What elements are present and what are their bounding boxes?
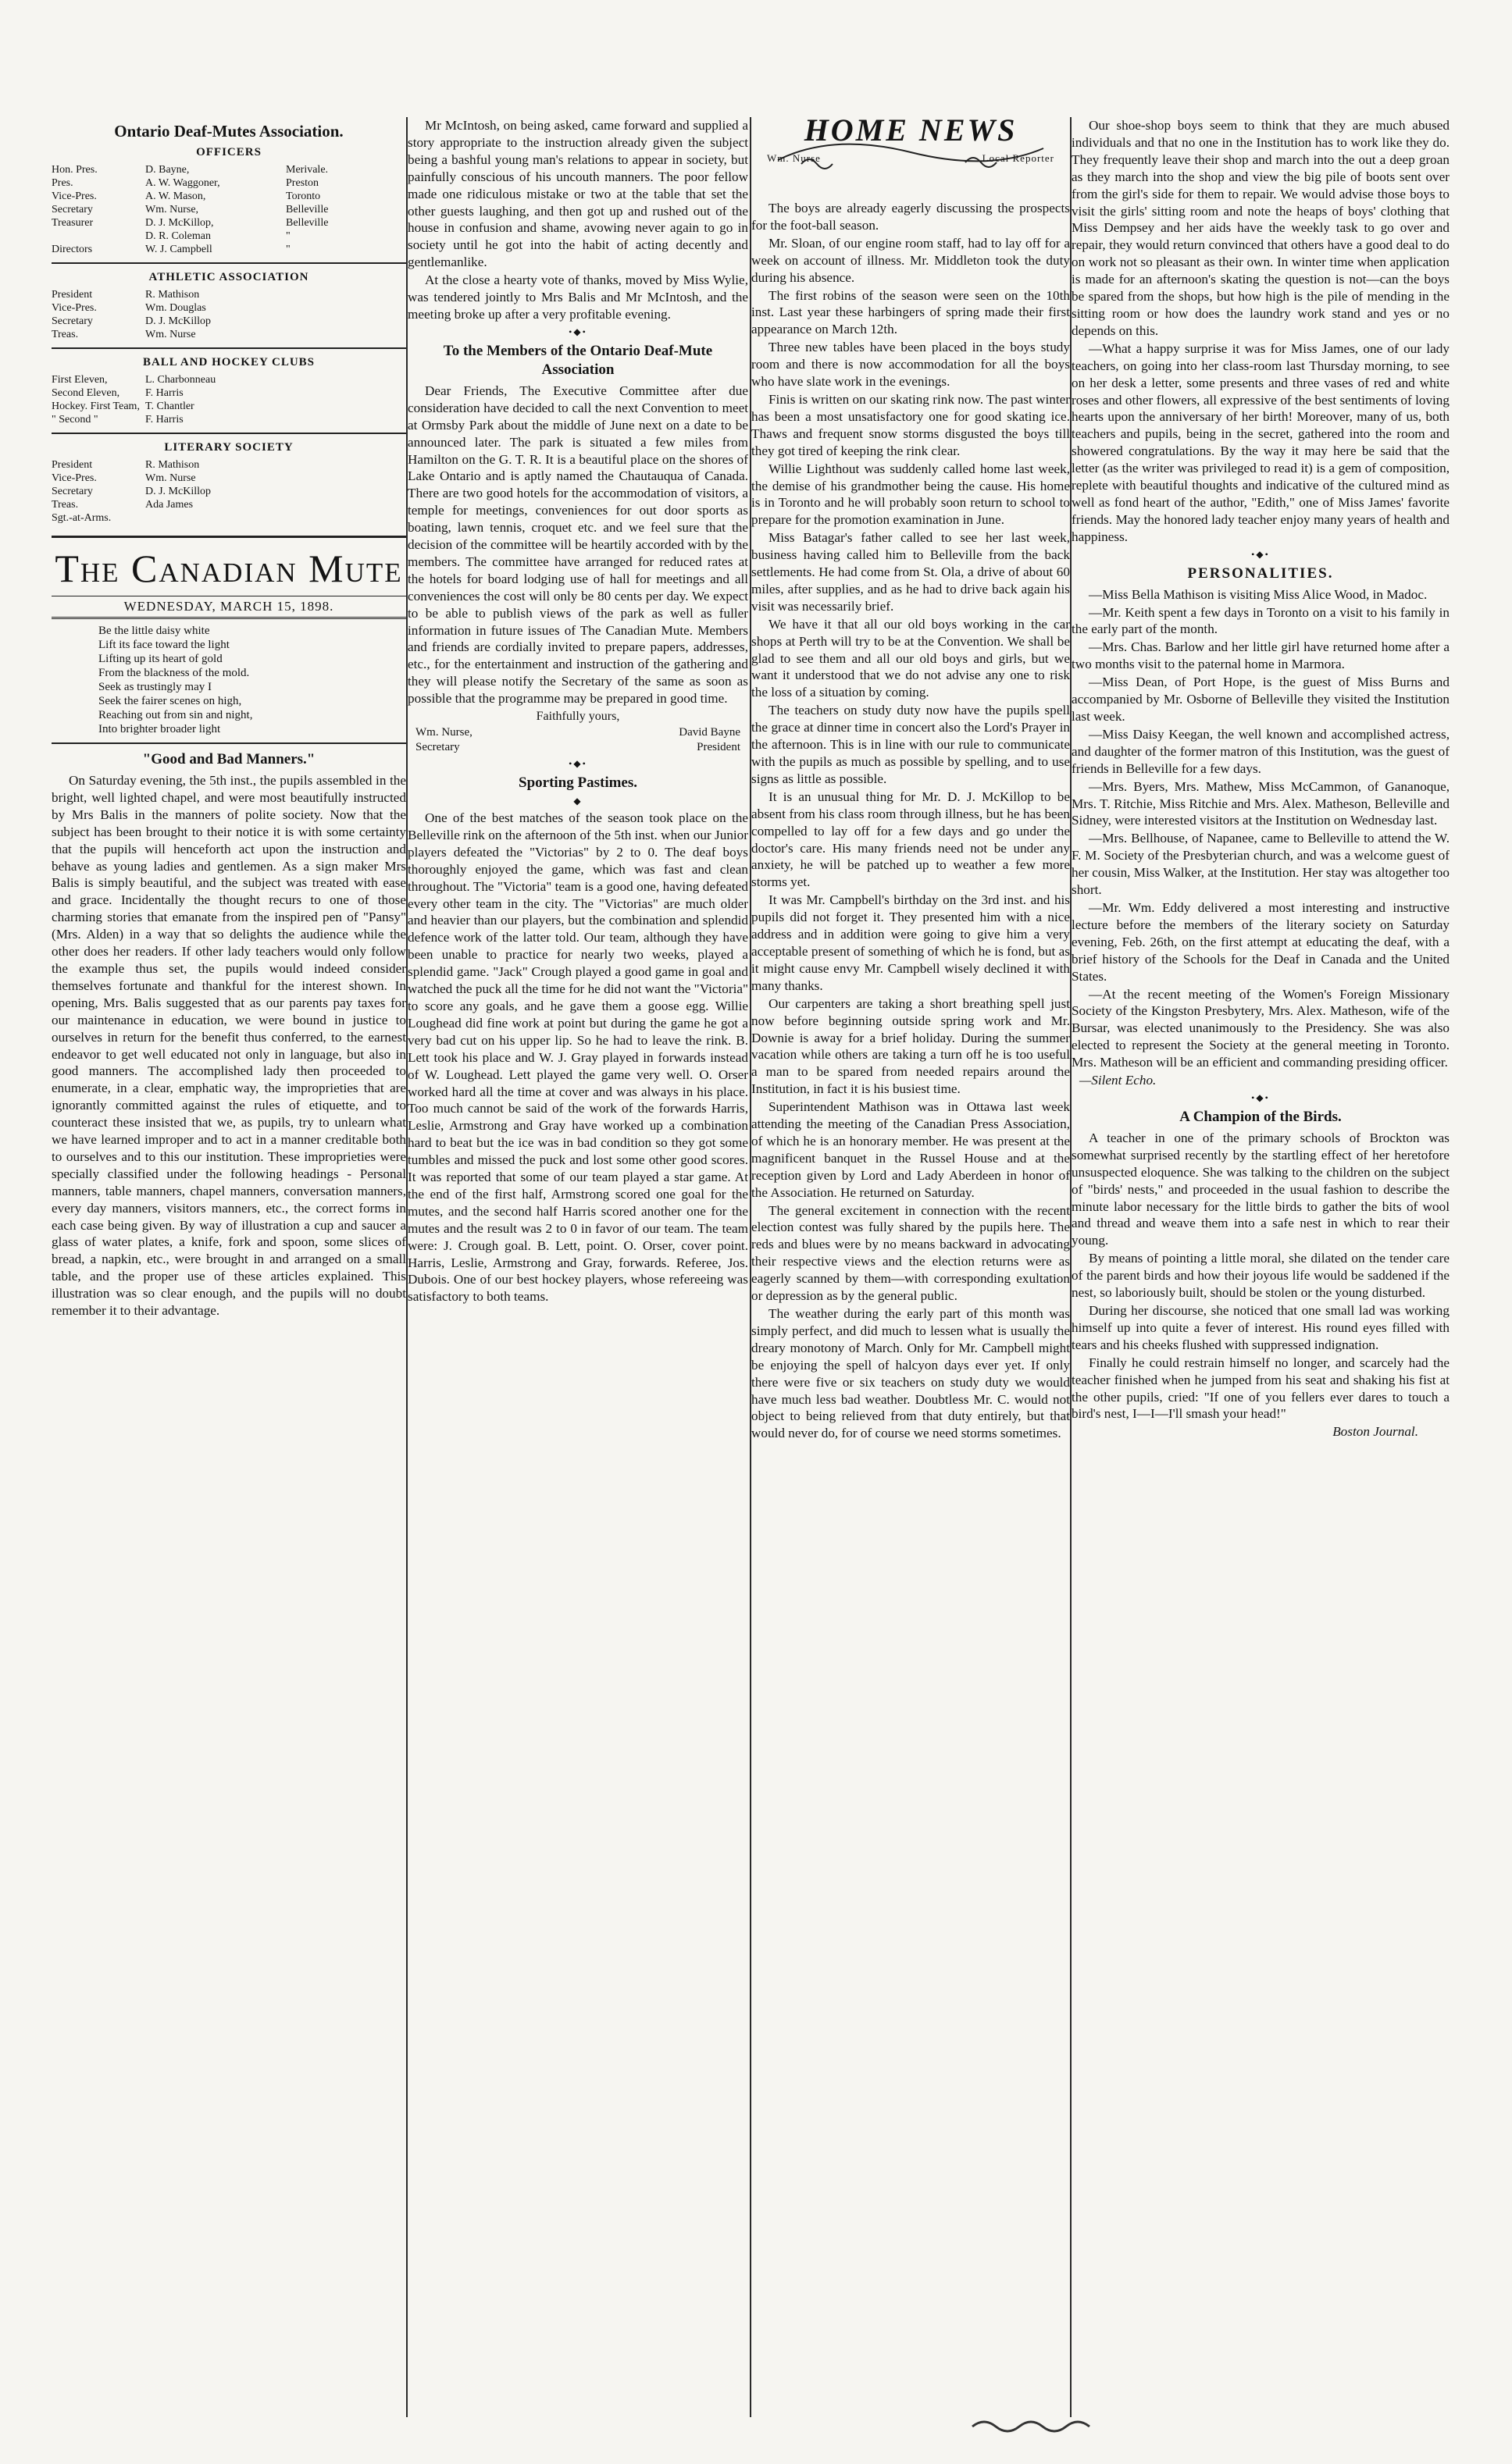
officer-name: D. J. McKillop [145, 486, 211, 497]
home-news-title: HOME NEWS [804, 117, 1018, 148]
officer-name: F. Harris [145, 414, 184, 426]
paragraph: Willie Lighthout was suddenly called home last week, the demise of his grandmother being the cause. His home is in Toronto and he will probably soon return to school to prepare for the promotion examination in June. [751, 461, 1070, 528]
officers-list [52, 163, 406, 256]
officer-place: Toronto [286, 190, 321, 202]
column-1 [52, 117, 406, 2417]
officer-name: Wm. Nurse [145, 329, 196, 340]
literary-list [52, 458, 406, 525]
manners-body [52, 772, 406, 1319]
officer-row [52, 400, 406, 413]
officer-row [52, 176, 406, 190]
officer-place: Belleville [286, 217, 329, 229]
signature-secretary-name: Wm. Nurse, [415, 726, 472, 739]
officer-place: Belleville [286, 204, 329, 215]
separator: ◆ [573, 796, 583, 806]
poem-line: Lifting up its heart of gold [98, 653, 223, 665]
divider [52, 262, 406, 264]
paragraph: The weather during the early part of this month was simply perfect, and did much to lessen what is usually the dreary monotony of March. Only for Mr. Campbell might be enjoying the spell of halcyon days ever yet. If only there were five or six teachers on study duty we would have much less bad weather. Doubtless Mr. C. would not object to being relieved from that duty entirely, but that would never do, for of course we need storms sometimes. [751, 1306, 1070, 1441]
paragraph: During her discourse, she noticed that one small lad was working himself up into quite a fever of interest. His round eyes filled with tears and his cheeks flushed with suppressed indignation. [1072, 1303, 1450, 1352]
officer-row [52, 328, 406, 341]
clubs-heading: BALL AND HOCKEY CLUBS [142, 356, 316, 369]
paragraph: It is an unusual thing for Mr. D. J. McKillop to be absent from his class room through illness, but he has been compelled to lay off for a few days and go under the doctor's care. His many friends need not be under any anxiety, he will be patched up to weather a few more storms yet. [751, 789, 1070, 890]
paragraph: —Mr. Wm. Eddy delivered a most interesting and instructive lecture before the members of the literary society on Saturday evening, Feb. 26th, on the first attempt at educating the deaf, with a brief history of the Schools for the Deaf in Canada and the United States. [1072, 899, 1450, 984]
officer-place: " [286, 230, 291, 242]
paragraph: The teachers on study duty now have the pupils spell the grace at dinner time in concert also the Lord's Prayer in the afternoon. This is in line with our rule to communicate with the pupils as much as possible by spelling, and to use signs as little as possible. [751, 703, 1070, 786]
manners-continued [408, 117, 748, 323]
separator: •◆• [1251, 1091, 1270, 1103]
personalities-body [1072, 586, 1450, 1071]
paragraph: Finally he could restrain himself no longer, and scarcely had the teacher finished when he jumped from his seat and shaking his fist at the other pupils, cried: "If one of you fellers ever dares to touch a bird's nest, I—I—I'll smash your head!" [1072, 1355, 1450, 1422]
separator: •◆• [569, 326, 587, 337]
officer-name: R. Mathison [145, 289, 200, 301]
home-news-banner [751, 117, 1070, 195]
officer-row [52, 485, 406, 498]
poem-line: Seek as trustingly may I [98, 681, 212, 693]
officer-name: D. J. McKillop [145, 315, 211, 327]
divider [52, 433, 406, 434]
home-news-reporter: Local Reporter [982, 151, 1054, 164]
officer-role: Sgt.-at-Arms. [52, 512, 112, 524]
officer-name: Wm. Nurse [145, 472, 196, 484]
officer-row [52, 288, 406, 301]
officer-role: Secretary [52, 315, 93, 327]
paragraph: At the close a hearty vote of thanks, moved by Miss Wylie, was tendered jointly to Mrs Balis and Mr McIntosh, and the meeting broke up after a very profitable evening. [408, 272, 748, 322]
paragraph: It was Mr. Campbell's birthday on the 3rd inst. and his pupils did not forget it. They presented him with a nice address and in addition were going to give him a very acceptable present of something of which he is fond, but as it might cause envy Mr. Campbell wisely declined it with many thanks. [751, 892, 1070, 993]
signature-secretary-role: Secretary [415, 741, 460, 753]
personalities-title: PERSONALITIES. [1187, 564, 1334, 582]
paragraph: A teacher in one of the primary schools of Brockton was somewhat surprised recently by the startling effect of her heretofore unsuspected eloquence. She was talking to the children on the subject of "birds' nests," and proceeded in the usual fashion to describe the minute labor necessary for the little birds to gather the bits of wool and thread and weave them into a safe nest in which to rear their young. [1072, 1130, 1450, 1248]
paragraph: —Miss Dean, of Port Hope, is the guest of Miss Burns and accompanied by Mr. Osborne of Belleville they visited the Institution last week. [1072, 675, 1450, 724]
officer-role: Vice-Pres. [52, 190, 97, 202]
poem-line: From the blackness of the mold. [98, 667, 250, 679]
officer-role: First Eleven, [52, 374, 108, 386]
paragraph: Dear Friends, The Executive Committee after due consideration have decided to call the next Convention to meet at Ormsby Park about the middle of June next on a date to be announced later. The park is situated a few miles from Hamilton on the G. T. R. It is a beautiful place on the shores of Lake Ontario and is aptly named the Chautauqua of Canada. There are two good hotels for the accommodation of visitors, a temple for meetings, conveniences for out door sports as boating, lawn tennis, croquet etc. and we feel sure that the decision of the committee will be heartily accorded with by the members. The committee have arranged for reduced rates at the hotels for board lodging use of hall for meetings and all conveniences the cost will only be 80 cents per day. We expect to be able to publish views of the park as well as fuller information in future issues of The Canadian Mute. Members and friends are cordially invited to prepare papers, addresses, etc., for the entertainment and instruction of the gathering and they will please notify the Secretary of the same as soon as possible that the programme may be prepared in good time. [408, 383, 748, 707]
officer-row [52, 216, 406, 230]
officer-role: " Second " [52, 414, 98, 426]
officer-row [52, 190, 406, 203]
officer-role: Directors [52, 244, 93, 255]
paragraph: —Mrs. Bellhouse, of Napanee, came to Belleville to attend the W. F. M. Society of the Presbyterian church, and was a welcome guest of her cousin, Miss Walker, at the Institution. Her stay was altogether too short. [1072, 831, 1450, 898]
officer-name: Wm. Nurse, [145, 204, 199, 215]
paragraph: Mr McIntosh, on being asked, came forward and supplied a story appropriate to the instruction already given the subject being a bashful young man's relations to appear in society, but painfully conscious of his uncouth manners. The poor fellow made one ridiculous mistake or two at the table that set the other guests laughing, and then got up and rushed out of the house in confusion and shame, avowing never again to go in society until he got into the habit of acting decently and gentlemanlike. [408, 118, 748, 270]
manners-title: "Good and Bad Manners." [142, 751, 316, 767]
poem-line: Be the little daisy white [98, 625, 210, 637]
poem-line: Into brighter broader light [98, 723, 221, 735]
signature-president-role: President [697, 741, 740, 753]
paragraph: Our carpenters are taking a short breathing spell just now before beginning outside spring work and Mr. Downie is away for a brief holiday. During the summer vacation while others are taking a turn off he is too useful a man to be spared from needed repairs around the Institution, in fact it is his busiest time. [751, 995, 1070, 1097]
officer-row [52, 386, 406, 400]
divider [52, 742, 406, 744]
officer-role: Secretary [52, 486, 93, 497]
signature-role-row [408, 740, 748, 755]
poem-line: Seek the fairer scenes on high, [98, 695, 242, 707]
paragraph: We have it that all our old boys working in the car shops at Perth will try to be at the Convention. We shall be glad to see them and all our old boys and girls, but we want it understood that we do not advise any one to risk the loss of a situation by coming. [751, 616, 1070, 700]
officer-name: T. Chantler [145, 401, 194, 412]
paragraph: —What a happy surprise it was for Miss James, one of our lady teachers, on going into her class-room last Thursday morning, to see on her desk a letter, some presents and three vases of red and white roses and other flowers, all expressive of the best sentiments of loving hearts upon the anniversary of her birth! Moreover, many of us, both teachers and pupils, being in the secret, gathered into the room and showered congratulations. By the way it may here be said that the letter (as the writer was privileged to read it) is a gem of composition, replete with beautiful thoughts and indicative of the cultured mind as well as fond heart of the author, "Edith," one of Miss James' favorite friends. May the honored lady teacher enjoy many years of health and happiness. [1072, 340, 1450, 544]
officer-role: Hon. Pres. [52, 164, 98, 176]
paragraph: —Miss Daisy Keegan, the well known and accomplished actress, and daughter of the former matron of this Institution, was the guest of friends in Belleville for a few days. [1072, 726, 1450, 776]
officer-row [52, 301, 406, 315]
clubs-list [52, 373, 406, 426]
officer-place: Preston [286, 177, 319, 189]
officer-name: Ada James [145, 499, 194, 511]
officer-role: Treas. [52, 329, 79, 340]
paragraph: —Miss Bella Mathison is visiting Miss Alice Wood, in Madoc. [1089, 586, 1428, 602]
birds-credit: Boston Journal. [1332, 1424, 1418, 1440]
officer-name: D. R. Coleman [145, 230, 211, 242]
paragraph: Our shoe-shop boys seem to think that they are much abused individuals and that no one in the Institution has to work like they do. They frequently leave their shop and march into the out a deep groan as they march into the shop and view the big pile of boots sent over from the girl's side for them to repair. We would advise those boys to visit the girls' sitting room and note the heaps of boys' clothing that Miss Dempsey and her aids have the weekly task to go over and repair, they would return convinced that others have a good deal to do on work not so pleasant as their own. In winter time when application is made for an afternoon's skating the question is not—can the boys be spared from the shops, but how high is the pile of mending in the sitting room or how does the laundry work stand and yes or no depends on this. [1072, 118, 1450, 338]
birds-body [1072, 1130, 1450, 1422]
separator: •◆• [569, 758, 587, 769]
paragraph: —Mr. Keith spent a few days in Toronto on a visit to his family in the early part of the month. [1072, 604, 1450, 637]
members-title: To the Members of the Ontario Deaf-Mute Association [443, 342, 713, 378]
sporting-title: Sporting Pastimes. [519, 774, 637, 791]
paragraph: On Saturday evening, the 5th inst., the pupils assembled in the bright, well lighted chapel, and were most beautifully instructed by Mrs Balis in the manners of polite society. Now that the subject has been brought to their notice it is with some certainty that the pupils will henceforth act upon the instruction and behave as young ladies and gentlemen. As a sign maker Mrs Balis is simply beautiful, and the subject was treated with ease and grace. Incidentally the thought recurs to one of those charming stories that emanate from the inspired pen of "Pansy" (Mrs. Alden) in a way that so delights the audience while the other does her readers. If other lady teachers would only follow the example thus set, the pupils would indeed consider themselves fortunate and thankful for the interest shown. In opening, Mrs. Balis suggested that as our parents pay taxes for our maintenance in education, we were bound in justice to ourselves in return for the benefit thus conferred, to the earnest endeavor to get well educated not only in language, but also in good manners. The accomplished lady then proceeded to enumerate, in a clear, emphatic way, the improprieties that are ignorantly committed against the rules of etiquette, and to counteract these insisted that we, as pupils, try to unlearn what we have learned improper and to act in a manner creditable both to ourselves and to this our institution. These improprieties were specially classified under the following headings - Personal manners, table manners, chapel manners, conversation manners, every day manners, visitors manners, etc., the correct forms in each case being given. By way of illustration a cup and saucer a glass of water plates, a knife, fork and spoon, some slices of bread, a napkin, etc., were brought in and arranged on a small table, and the proper use of these articles explained. This illustration was so clear enough, and the pupils will no doubt remember it to their advantage. [52, 773, 406, 1319]
poem-line: Lift its face toward the light [98, 639, 230, 651]
sporting-body [408, 810, 748, 1305]
paragraph: Finis is written on our skating rink now. The past winter has been a most unsatisfactory one for good skating ice. Thaws and frequent snow storms disgusted the boys till they got tired of keeping the rink clear. [751, 391, 1070, 458]
officer-role [52, 230, 145, 243]
officer-row [52, 163, 406, 176]
officer-name: A. W. Waggoner, [145, 177, 220, 189]
officer-name: L. Charbonneau [145, 374, 216, 386]
officer-row [52, 373, 406, 386]
officer-name: Wm. Douglas [145, 302, 206, 314]
poem-line: Reaching out from sin and night, [98, 709, 253, 721]
officer-role: Treas. [52, 499, 79, 511]
paragraph: —Mrs. Byers, Mrs. Mathew, Miss McCammon, of Gananoque, Mrs. T. Ritchie, Miss Ritchie and Mrs. Alex. Matheson, Belleville and Sidney, were interested visitors at the Institution on Wednesday last. [1072, 778, 1450, 828]
column-4 [1072, 117, 1450, 2417]
masthead-title: The Canadian Mute [52, 536, 406, 596]
association-title: Ontario Deaf-Mutes Association. [114, 122, 344, 141]
members-body [408, 383, 748, 707]
officer-name: D. J. McKillop, [145, 217, 214, 229]
officer-role: President [52, 459, 93, 471]
athletic-list [52, 288, 406, 341]
officer-name: A. W. Mason, [145, 190, 206, 202]
paragraph: Mr. Sloan, of our engine room staff, had to lay off for a week on account of illness. Mr. Middleton took the duty during his absence. [751, 235, 1070, 285]
officer-role: Second Eleven, [52, 387, 120, 399]
separator: •◆• [1251, 548, 1270, 560]
paragraph: —Mrs. Chas. Barlow and her little girl have returned home after a two months visit to the paternal home in Marmora. [1072, 639, 1450, 672]
officer-row [52, 472, 406, 485]
poem [52, 624, 406, 736]
officer-role: Hockey. First Team, [52, 401, 140, 412]
divider [52, 347, 406, 349]
officer-name [145, 511, 286, 525]
officers-heading: OFFICERS [196, 146, 262, 158]
literary-heading: LITERARY SOCIETY [164, 441, 294, 454]
column-3 [751, 117, 1070, 2417]
birds-title: A Champion of the Birds. [1179, 1108, 1342, 1125]
officer-role: Vice-Pres. [52, 472, 97, 484]
officer-name: W. J. Campbell [145, 244, 212, 255]
officer-place: " [286, 244, 291, 255]
officer-row [52, 243, 406, 256]
paragraph: The first robins of the season were seen on the 10th inst. Last year these harbingers of spring made their first appearance on March 12th. [751, 287, 1070, 337]
paragraph: The boys are already eagerly discussing the prospects for the foot-ball season. [751, 201, 1070, 233]
personalities-credit: —Silent Echo. [1079, 1073, 1157, 1088]
home-news-editor: Wm. Nurse [767, 151, 821, 164]
officer-role: Treasurer [52, 217, 94, 229]
officer-role: Pres. [52, 177, 73, 189]
paragraph: One of the best matches of the season took place on the Belleville rink on the afternoon of the 5th inst. when our Junior players defeated the "Victorias" by 2 to 0. The deaf boys thoroughly enjoyed the game, which was fast and clean throughout. The "Victoria" team is a good one, having defeated every other team in the city. The "Victorias" are much older and heavier than our players, but the combination and splendid defence work of the latter told. Our team, although they have been unable to practice for nearly two weeks, played a splendid game. "Jack" Crough played a good game in goal and watched the puck all the time for he did not want the "Victoria" to score any goals, and he gave them a goose egg. Willie Loughead did fine work at point but during the game he got a very bad cut on his upper lip. So he had to leave the rink. B. Lett took his place and W. J. Gray played in forwards instead of W. Loughead. Lett played the game very well. O. Orser worked hard all the time at cover and was always in his place. Too much cannot be said of the work of the forwards Harris, Leslie, Armstrong and Gray have worked up a combination hard to beat but the ice was in bad condition so they got some tumbles and missed the puck and lost some other good scores. It was reported that some of our team played a star game. At the end of the first half, Armstrong scored one goal for the mutes, and the second half Harris scored another one for the mutes and the result was 2 to 0 in favor of our team. The team were: J. Crough goal. B. Lett, point. O. Orser, cover point. Harris, Leslie, Armstrong and Gray, forwards. Referee, Jos. Dubois. One of our best hockey players, whose refereeing was satisfactory to both teams. [408, 810, 748, 1305]
officer-role: President [52, 289, 93, 301]
officer-name: F. Harris [145, 387, 184, 399]
home-news-body [751, 200, 1070, 1442]
officer-row [52, 230, 406, 243]
officer-row [52, 511, 406, 525]
officer-name: D. Bayne, [145, 164, 190, 176]
athletic-heading: ATHLETIC ASSOCIATION [148, 271, 309, 283]
signature-president-name: David Bayne [679, 726, 740, 739]
signature-row [408, 725, 748, 740]
home-news-bylines [751, 150, 1070, 167]
paragraph: By means of pointing a little moral, she dilated on the tender care of the parent birds and how their joyous life would be saddened if the nest, so laboriously built, should be stolen or the young disturbed. [1072, 1251, 1450, 1301]
members-closing: Faithfully yours, [536, 710, 620, 724]
paragraph: Three new tables have been placed in the boys study room and there is now accommodation for all the boys who have slate work in the evenings. [751, 340, 1070, 390]
officer-row [52, 498, 406, 511]
officer-row [52, 315, 406, 328]
officer-name: R. Mathison [145, 459, 200, 471]
paragraph: —At the recent meeting of the Women's Foreign Missionary Society of the Kingston Presbytery, Mrs. Alex. Matheson, wife of the Bursar, was elected unanimously to the Presidency. She was also elected to represent the Society at the general meeting in Toronto. Mrs. Matheson will be an efficient and commanding presiding officer. [1072, 986, 1450, 1070]
officer-row [52, 458, 406, 472]
column-2 [408, 117, 748, 2417]
officer-row [52, 203, 406, 216]
paragraph: Miss Batagar's father called to see her last week, business having called him to Belleville from the back settlements. He had come from St. Ola, a drive of about 60 miles, after supplies, and as he had to drive back again his visit was necessarily brief. [751, 530, 1070, 614]
officer-role: Vice-Pres. [52, 302, 97, 314]
officer-row [52, 413, 406, 426]
masthead-date: WEDNESDAY, MARCH 15, 1898. [52, 596, 406, 619]
paragraph: Superintendent Mathison was in Ottawa last week attending the meeting of the Canadian Press Association, of which he is an honorary member. He was present at the magnificent banquet in the Russel House and at the reception given by Lord and Lady Aberdeen in honor of the Association. He returned on Saturday. [751, 1099, 1070, 1200]
officer-role: Secretary [52, 204, 93, 215]
footer-ornament-icon [968, 2416, 1093, 2434]
officer-place: Merivale. [286, 164, 329, 176]
paragraph: The general excitement in connection with the recent election contest was fully shared by the pupils here. The reds and blues were by no means backward in advocating their respective views and the election returns were as eagerly scanned by them—with corresponding exultation or depression as by the general public. [751, 1202, 1070, 1304]
home-news-continued [1072, 117, 1450, 546]
